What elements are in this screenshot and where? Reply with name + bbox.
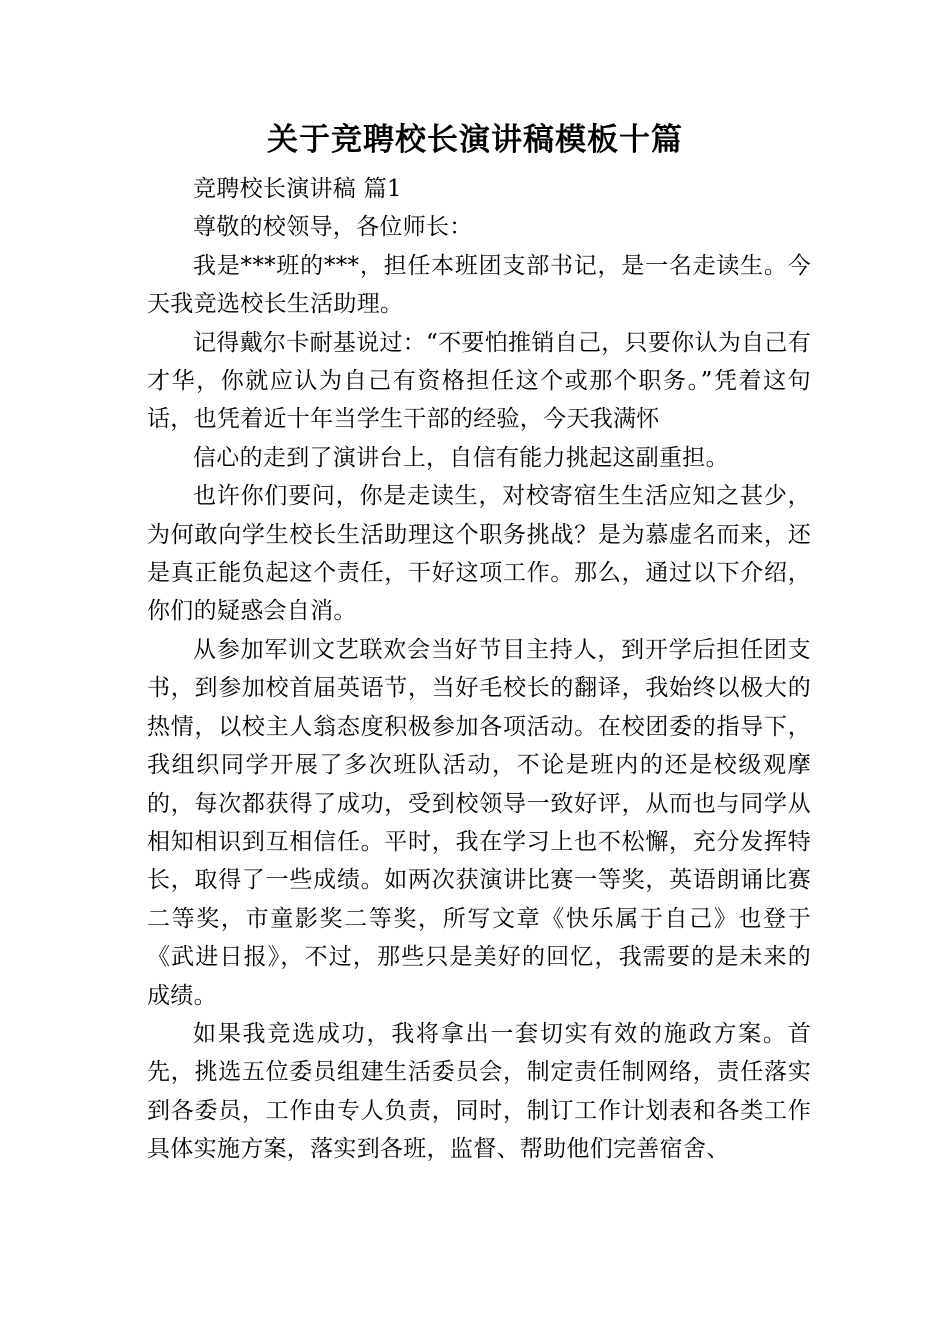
paragraph: 从参加军训文艺联欢会当好节目主持人，到开学后担任团支书，到参加校首届英语节，当好毛校长的翻译，我始终以极大的热情，以校主人翁态度积极参加各项活动。在校团委的指导下，我组织同学开展了多次班队活动，不论是班内的还是校级观摩的，每次都获得了成功，受到校领导一致好评，从而也与同学从相知相识到互相信任。平时，我在学习上也不松懈，充分发挥特长，取得了一些成绩。如两次获演讲比赛一等奖，英语朗诵比赛二等奖，市童影奖二等奖，所写文章《快乐属于自己》也登于《武进日报》，不过，那些只是美好的回忆，我需要的是未来的成绩。 (147, 636, 811, 1009)
document-body (147, 170, 811, 1169)
paragraph-salutation: 尊敬的校领导，各位师长： (193, 214, 473, 241)
paragraph: 记得戴尔卡耐基说过：“不要怕推销自己，只要你认为自己有才华，你就应认为自己有资格担任这个或那个职务。”凭着这句话，也凭着近十年当学生干部的经验，今天我满怀 (147, 329, 811, 433)
paragraph: 信心的走到了演讲台上，自信有能力挑起这副重担。 (193, 444, 729, 471)
paragraph: 如果我竞选成功，我将拿出一套切实有效的施政方案。首先，挑选五位委员组建生活委员会，制定责任制网络，责任落实到各委员，工作由专人负责，同时，制订工作计划表和各类工作具体实施方案，落实到各班，监督、帮助他们完善宿舍、 (147, 1020, 811, 1163)
paragraph: 我是***班的***，担任本班团支部书记，是一名走读生。今天我竞选校长生活助理。 (147, 252, 811, 318)
paragraph-heading: 竞聘校长演讲稿 篇1 (193, 176, 402, 202)
paragraph: 也许你们要问，你是走读生，对校寄宿生生活应知之甚少，为何敢向学生校长生活助理这个职务挑战？是为慕虚名而来，还是真正能负起这个责任，干好这项工作。那么，通过以下介绍，你们的疑惑会自消。 (147, 483, 811, 625)
document-title: 关于竞聘校长演讲稿模板十篇 (267, 122, 683, 158)
